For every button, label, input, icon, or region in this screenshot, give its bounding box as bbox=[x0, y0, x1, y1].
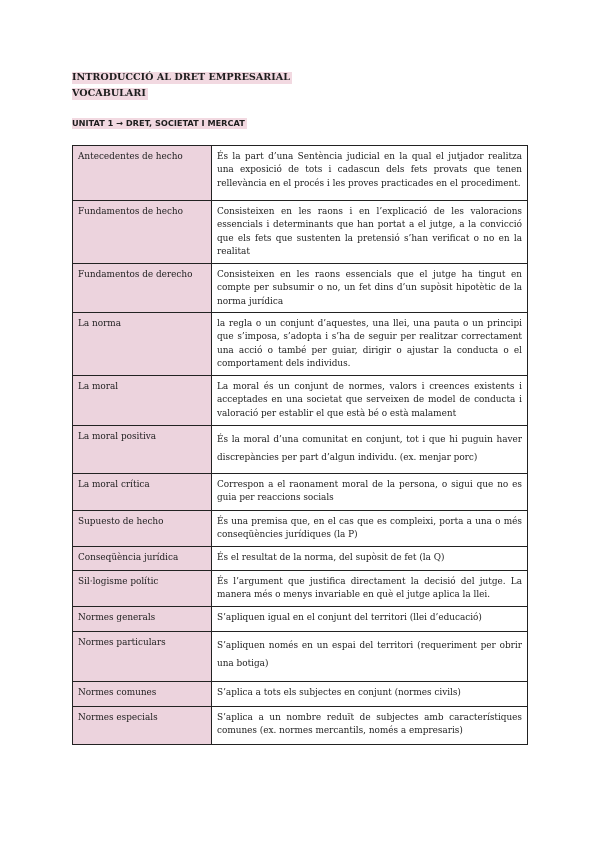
table-row bbox=[73, 474, 528, 511]
table-row bbox=[73, 607, 528, 632]
definition-cell: És una premisa que, en el cas que es compleixi, porta a una o més conseqüències jurídiques (la P) bbox=[212, 511, 528, 547]
document-title: INTRODUCCIÓ AL DRET EMPRESARIAL bbox=[72, 72, 290, 83]
definition-cell: És l’argument que justifica directament la decisió del jutge. La manera més o menys invariable en què el jutge aplica la llei. bbox=[212, 571, 528, 607]
table-row bbox=[73, 511, 528, 547]
table-row bbox=[73, 264, 528, 313]
vocabulary-table bbox=[72, 145, 528, 745]
definition-cell: la regla o un conjunt d’aquestes, una llei, una pauta o un principi que s’imposa, s’adopta i s’ha de seguir per realitzar correctament una acció o també per guiar, dirigir o ajustar la conducta o el comportament dels individus. bbox=[212, 313, 528, 376]
definition-cell: Consisteixen en les raons essencials que el jutge ha tingut en compte per subsumir o no, un fet dins d’un supòsit hipotètic de la norma jurídica bbox=[212, 264, 528, 313]
definition-cell: Consisteixen en les raons i en l’explicació de les valoracions essencials i determinants que han portat a el jutge, a la convicció que els fets que sustenten la pretensió s’han verificat o no en la realitat bbox=[212, 201, 528, 264]
table-row bbox=[73, 547, 528, 571]
table-row bbox=[73, 146, 528, 201]
definition-cell: S’apliquen igual en el conjunt del territori (llei d’educació) bbox=[212, 607, 528, 632]
term-cell: Fundamentos de derecho bbox=[73, 264, 212, 313]
term-cell: Supuesto de hecho bbox=[73, 511, 212, 547]
definition-cell: La moral és un conjunt de normes, valors i creences existents i acceptades en una societat que serveixen de model de conducta i valoració per establir el que està bé o està malament bbox=[212, 376, 528, 426]
term-cell: Antecedentes de hecho bbox=[73, 146, 212, 201]
document-subtitle: VOCABULARI bbox=[72, 88, 146, 99]
table-row bbox=[73, 571, 528, 607]
term-cell: Normes especials bbox=[73, 707, 212, 745]
table-row bbox=[73, 707, 528, 745]
term-cell: Normes generals bbox=[73, 607, 212, 632]
table-row bbox=[73, 682, 528, 707]
term-cell: La moral bbox=[73, 376, 212, 426]
table-row bbox=[73, 426, 528, 474]
term-cell: La moral crítica bbox=[73, 474, 212, 511]
definition-cell: Correspon a el raonament moral de la persona, o sigui que no es guia per reaccions socials bbox=[212, 474, 528, 511]
definition-cell: És el resultat de la norma, del supòsit de fet (la Q) bbox=[212, 547, 528, 571]
term-cell: La moral positiva bbox=[73, 426, 212, 474]
definition-cell: S’apliquen només en un espai del territori (requeriment per obrir una botiga) bbox=[212, 632, 528, 682]
term-cell: La norma bbox=[73, 313, 212, 376]
term-cell: Normes particulars bbox=[73, 632, 212, 682]
table-row bbox=[73, 201, 528, 264]
term-cell: Fundamentos de hecho bbox=[73, 201, 212, 264]
table-row bbox=[73, 376, 528, 426]
unit-heading: UNITAT 1 → DRET, SOCIETAT I MERCAT bbox=[72, 118, 245, 128]
definition-cell: És la part d’una Sentència judicial en la qual el jutjador realitza una exposició de tots i cadascun dels fets provats que tenen rellevància en el procés i les proves practicades en el procediment. bbox=[212, 146, 528, 201]
term-cell: Normes comunes bbox=[73, 682, 212, 707]
table-row bbox=[73, 313, 528, 376]
term-cell: Sil·logisme polític bbox=[73, 571, 212, 607]
table-row bbox=[73, 632, 528, 682]
definition-cell: S’aplica a tots els subjectes en conjunt (normes civils) bbox=[212, 682, 528, 707]
term-cell: Conseqüència jurídica bbox=[73, 547, 212, 571]
definition-cell: S’aplica a un nombre reduït de subjectes amb característiques comunes (ex. normes mercantils, només a empresaris) bbox=[212, 707, 528, 745]
definition-cell: És la moral d’una comunitat en conjunt, tot i que hi puguin haver discrepàncies per part d’algun individu. (ex. menjar porc) bbox=[212, 426, 528, 474]
